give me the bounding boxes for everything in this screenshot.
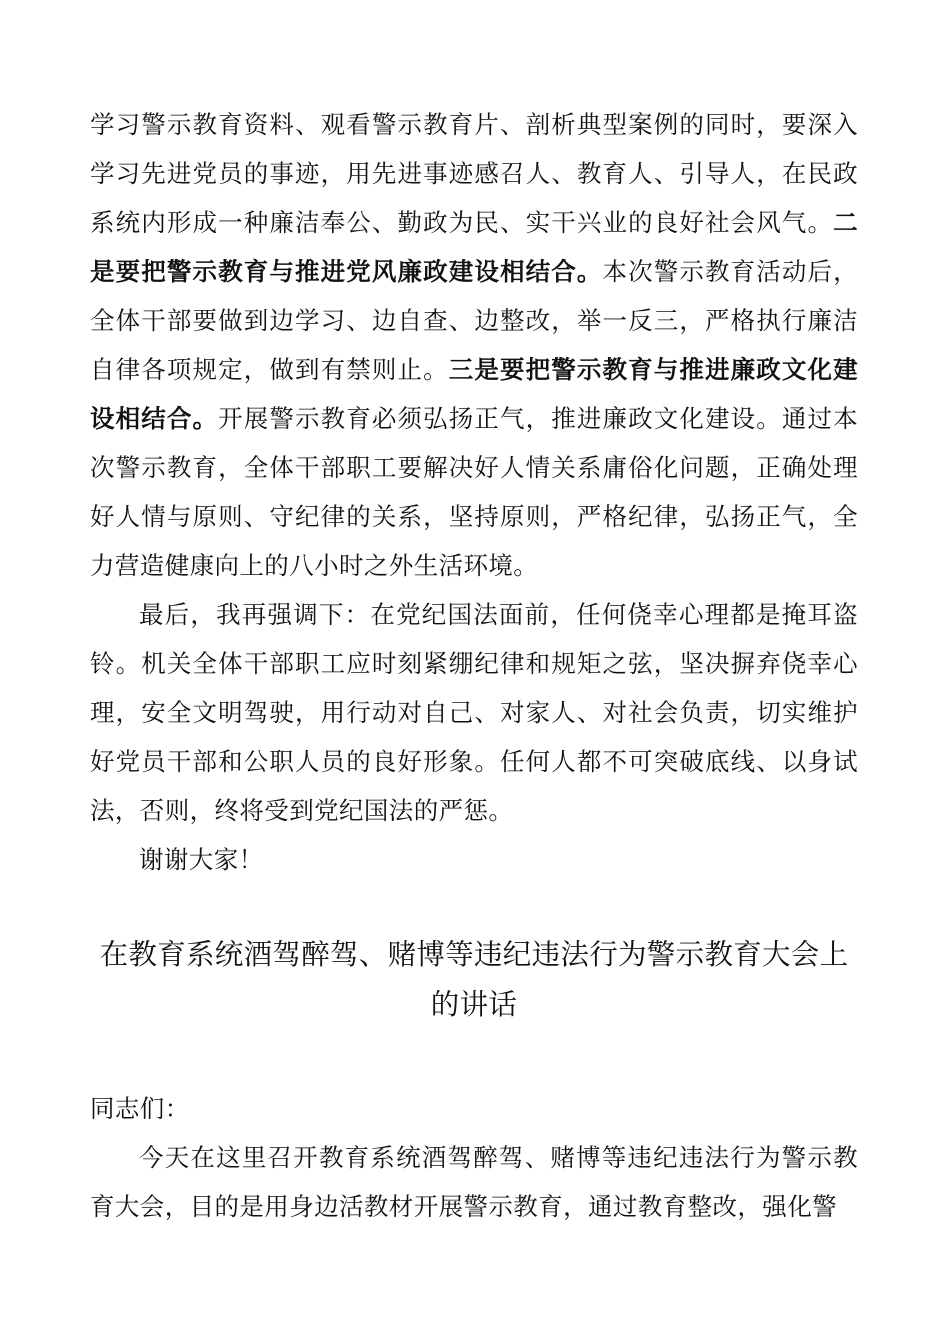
paragraph-final-emphasis: 最后，我再强调下：在党纪国法面前，任何侥幸心理都是掩耳盗铃。机关全体干部职工应时刻紧绷纪律和规矩之弦，坚决摒弃侥幸心理，安全文明驾驶，用行动对自己、对家人、对社会负责，切实维护好党员干部和公职人员的良好形象。任何人都不可突破底线、以身试法，否则，终将受到党纪国法的严惩。 [90, 600, 858, 825]
paragraph-continued [90, 100, 858, 590]
speech-closing-section [90, 100, 858, 884]
bold-point-two: 二是要把警示教育与推进党风廉政建设相结合。 [90, 208, 858, 286]
second-speech-body [90, 1084, 858, 1231]
paragraph-text: 开展警示教育必须弘扬正气，推进廉政文化建设。通过本次警示教育，全体干部职工要解决好人情关系庸俗化问题，正确处理好人情与原则、守纪律的关系，坚持原则，严格纪律，弘扬正气，全力营造健康向上的八小时之外生活环境。 [90, 404, 859, 580]
salutation: 同志们： [90, 1094, 190, 1123]
paragraph-text: 本次警示教育活动后，全体干部要做到边学习、边自查、边整改，举一反三，严格执行廉洁自律各项规定，做到有禁则止。 [90, 257, 859, 384]
bold-point-three: 三是要把警示教育与推进廉政文化建设相结合。 [90, 355, 858, 433]
speech-title: 在教育系统酒驾醉驾、赌博等违纪违法行为警示教育大会上的讲话 [99, 938, 849, 1021]
paragraph-text: 学习警示教育资料、观看警示教育片、剖析典型案例的同时，要深入学习先进党员的事迹，用先进事迹感召人、教育人、引导人，在民政系统内形成一种廉洁奉公、勤政为民、实干兴业的良好社会风气。 [90, 110, 858, 237]
closing-thanks: 谢谢大家！ [139, 845, 264, 874]
opening-paragraph: 今天在这里召开教育系统酒驾醉驾、赌博等违纪违法行为警示教育大会，目的是用身边活教材开展警示教育，通过教育整改，强化警 [90, 1143, 858, 1221]
